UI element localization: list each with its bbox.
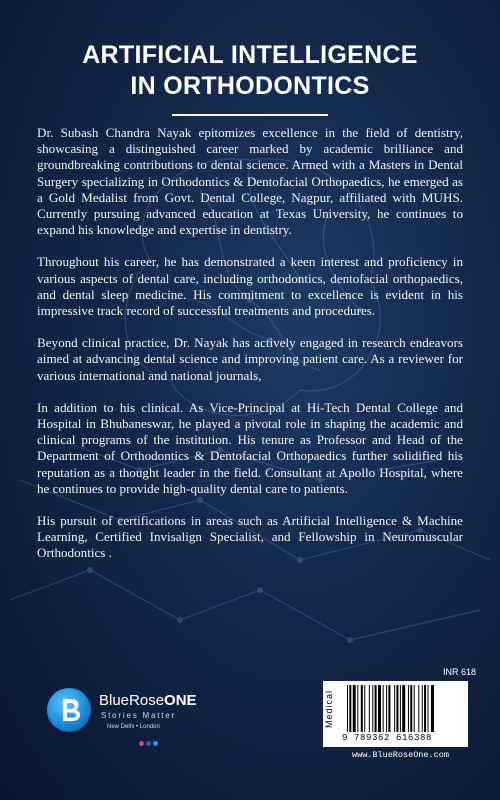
isbn-barcode-box xyxy=(323,681,468,747)
barcode-bar xyxy=(431,685,434,732)
publisher-website: www.BlueRoseOne.com xyxy=(352,750,449,760)
publisher-logo-mark xyxy=(47,688,91,732)
barcode-bar xyxy=(388,685,390,732)
barcode-bar xyxy=(349,685,351,732)
author-bio xyxy=(37,125,463,578)
barcode-bar xyxy=(383,685,384,732)
barcode-bar xyxy=(357,685,358,732)
barcode-bar xyxy=(414,685,415,732)
barcode-bar xyxy=(402,685,405,732)
barcode-bar xyxy=(394,685,395,732)
barcode-bar xyxy=(369,685,370,732)
barcode-bar xyxy=(353,685,356,732)
facebook-icon xyxy=(146,741,151,746)
barcode-bar xyxy=(396,685,398,732)
bio-paragraph-4: In addition to his clinical. As Vice-Principal at Hi-Tech Dental College and Hospital in Bhubaneswar, he played a pivotal role in shaping the academic and clinical programs of the institution. His tenure as Professor and Head of the Department of Orthodontics & Dentofacial Orthopaedics further solidified his reputation as a thought leader in the field. Consultant at Apollo Hospital, where he continues to provide high-quality dental care to patients. xyxy=(37,399,463,496)
logo-b-icon xyxy=(47,688,91,732)
barcode-bar xyxy=(422,685,423,732)
bio-paragraph-2: Throughout his career, he has demonstrated a keen interest and proficiency in various aspects of dental care, including orthodontics, dentofacial orthopaedics, and dental sleep medicine. His commitment to excellence is evident in his impressive track record of successful treatments and procedures. xyxy=(37,254,463,319)
barcode-bar xyxy=(428,685,429,732)
genre-label: Medical xyxy=(324,690,334,729)
barcode-bar xyxy=(386,685,387,732)
publisher-name xyxy=(99,692,197,709)
isbn-number: 9 789362 616388 xyxy=(342,733,433,743)
barcode-bar xyxy=(378,685,381,732)
bio-paragraph-3: Beyond clinical practice, Dr. Nayak has actively engaged in research endeavors aimed at advancing dental science and improving patient care. As a reviewer for various international and national journals, xyxy=(37,335,463,383)
publisher-cities: New Delhi • London xyxy=(107,724,160,730)
book-title xyxy=(0,40,500,102)
book-title-line-2: IN ORTHODONTICS xyxy=(130,72,370,100)
barcode-bar xyxy=(400,685,401,732)
barcode-bar xyxy=(364,685,365,732)
barcode-bar xyxy=(410,685,412,732)
book-title-line-1: ARTIFICIAL INTELLIGENCE xyxy=(82,41,418,69)
barcode-bar xyxy=(408,685,409,732)
barcode-bar xyxy=(418,685,419,732)
barcode xyxy=(347,685,463,732)
publisher-tagline: Stories Matter xyxy=(101,711,176,720)
publisher-name-regular: BlueRose xyxy=(99,692,165,709)
title-divider xyxy=(172,114,328,116)
instagram-icon xyxy=(139,741,144,746)
price-label: INR 618 xyxy=(443,667,477,677)
barcode-bar xyxy=(361,685,363,732)
bio-paragraph-1: Dr. Subash Chandra Nayak epitomizes excellence in the field of dentistry, showcasing a distinguished career marked by academic brilliance and groundbreaking contributions to dental science. Armed with a Masters in Dental Surgery specializing in Orthodontics & Dentofacial Orthopaedics, he emerged as a Gold Medalist from Govt. Dental College, Nagpur, affiliated with MUHS. Currently pursuing advanced education at Texas University, he continues to expand his knowledge and expertise in dentistry. xyxy=(37,125,463,238)
publisher-name-bold: ONE xyxy=(164,692,197,709)
bio-paragraph-5: His pursuit of certifications in areas such as Artificial Intelligence & Machine Learning, Certified Invisalign Specialist, and Fellowship in Neuromuscular Orthodontics . xyxy=(37,513,463,561)
barcode-bar xyxy=(347,685,348,732)
barcode-bar xyxy=(372,685,373,732)
social-icons xyxy=(139,733,160,739)
barcode-bar xyxy=(424,685,426,732)
barcode-bar xyxy=(375,685,377,732)
publisher-logo xyxy=(47,688,227,748)
twitter-icon xyxy=(153,741,158,746)
